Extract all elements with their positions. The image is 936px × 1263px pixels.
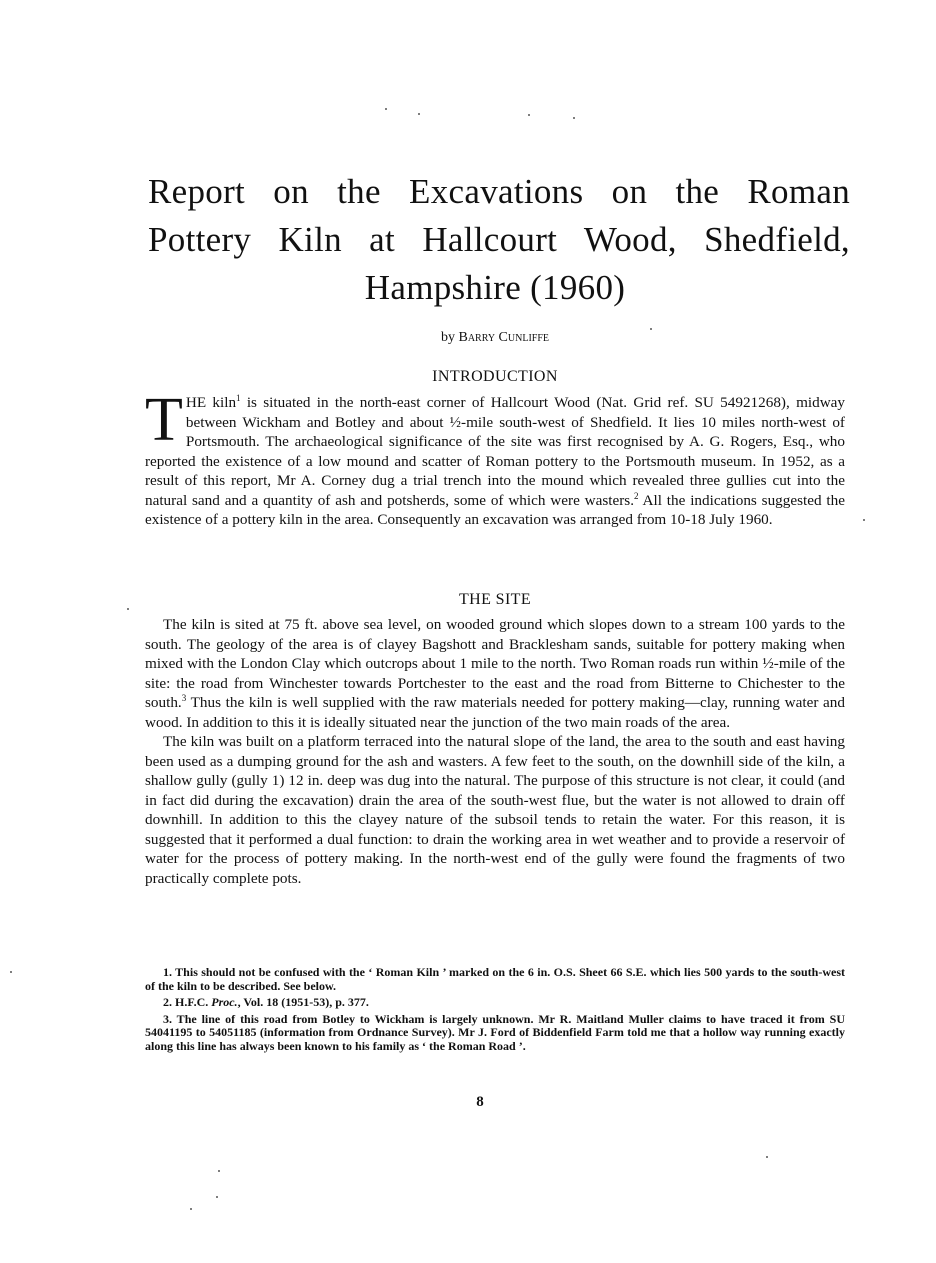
- scan-speck: [573, 117, 575, 119]
- scan-speck: [766, 1156, 768, 1158]
- scan-speck: [418, 113, 420, 115]
- byline-prefix: by: [440, 330, 455, 345]
- page-number: 8: [476, 1094, 484, 1110]
- scan-speck: [190, 1208, 192, 1210]
- intro-text-start: HE kiln: [185, 394, 237, 411]
- introduction-paragraph: [145, 386, 845, 530]
- author-name: Barry Cunliffe: [458, 330, 550, 345]
- scan-speck: [127, 608, 129, 610]
- title-line-3: Hampshire (1960): [364, 268, 626, 307]
- footnote-2-italic: Proc.: [211, 995, 238, 1009]
- scan-speck: [650, 328, 652, 330]
- scan-speck: [385, 108, 387, 110]
- footnote-ref-1: 1: [236, 393, 241, 403]
- footnote-2: [145, 996, 845, 1010]
- drop-cap: T: [145, 386, 183, 454]
- site-paragraph-2: The kiln was built on a platform terraced into the natural slope of the land, the area to the south and east having been used as a dumping ground for the ash and wasters. A few feet to the south, on the downhill side of the kiln, a shallow gully (gully 1) 12 in. deep was dug into the natural. The purpose of this structure is not clear, it could (and in fact did during the excavation) drain the area of the south-west flue, but the water is not allowed to drain off downhill. In addition to this the clayey nature of the subsoil tends to retain the water. For this reason, it is suggested that it performed a dual function: to drain the working area in wet weather and to provide a reservoir of water for the process of pottery making. In the north-west end of the gully were found the fragments of two practically complete pots.: [145, 733, 845, 887]
- intro-text-end: All the indications suggested the existence of a pottery kiln in the area. Consequently an excavation was arranged from 10-18 July 1960.: [145, 491, 845, 528]
- title-line-2: Pottery Kiln at Hallcourt Wood, Shedfield,: [148, 220, 850, 259]
- site-para1-text: The kiln is sited at 75 ft. above sea level, on wooded ground which slopes down to a stream 100 yards to the south. The geology of the area is of clayey Bagshott and Bracklesham sands, suitable for pottery making when mixed with the London Clay which outcrops about 1 mile to the north. Two Roman roads run within ½-mile of the site: the road from Winchester towards Portchester to the east and the road from Bitterne to Chichester to the south.: [145, 616, 845, 711]
- scan-speck: [863, 519, 865, 521]
- site-para1-end: Thus the kiln is well supplied with the raw materials needed for pottery making—clay, running water and wood. In addition to this it is ideally situated near the junction of the two main roads of the area.: [145, 694, 845, 731]
- footnote-ref-3: 3: [181, 693, 187, 703]
- scan-speck: [10, 971, 12, 973]
- site-paragraph-1: [145, 615, 845, 732]
- footnote-2-a: 2. H.F.C.: [163, 995, 212, 1009]
- intro-text-rest: is situated in the north-east corner of Hallcourt Wood (Nat. Grid ref. SU 54921268), midway between Wickham and Botley and about ½-mile south-west of Shedfield. It lies 10 miles north-west of Portsmouth. The archaeological significance of the site was first recognised by A. G. Rogers, Esq., who reported the existence of a low mound and scatter of Roman pottery to the Portsmouth museum. In 1952, as a result of this report, Mr A. Corney dug a trial trench into the mound which revealed three gullies cut into the natural sand and a quantity of ash and potsherds, some of which were wasters.: [145, 394, 845, 509]
- article-title: [120, 168, 870, 312]
- byline: [0, 330, 936, 346]
- footnote-2-b: , Vol. 18 (1951-53), p. 377.: [237, 995, 369, 1009]
- footnote-1: 1. This should not be confused with the ‘ Roman Kiln ’ marked on the 6 in. O.S. Sheet 66 S.E. which lies 500 yards to the south-west of the kiln to be described. See below.: [145, 965, 845, 993]
- footnotes: [145, 966, 845, 1056]
- scan-speck: [216, 1196, 218, 1198]
- title-line-1: Report on the Excavations on the Roman: [148, 172, 850, 211]
- introduction-heading: INTRODUCTION: [432, 368, 558, 385]
- footnote-3: 3. The line of this road from Botley to Wickham is largely unknown. Mr R. Maitland Muller claims to have traced it from SU 54041195 to 54051185 (information from Ordnance Survey). Mr J. Ford of Biddenfield Farm told me that a hollow way running exactly along this line has always been known to his family as ‘ the Roman Road ’.: [145, 1011, 845, 1053]
- site-section: [145, 615, 845, 888]
- scan-speck: [218, 1170, 220, 1172]
- footnote-ref-2: 2: [634, 490, 639, 501]
- scan-speck: [528, 114, 530, 116]
- site-heading: THE SITE: [458, 591, 532, 608]
